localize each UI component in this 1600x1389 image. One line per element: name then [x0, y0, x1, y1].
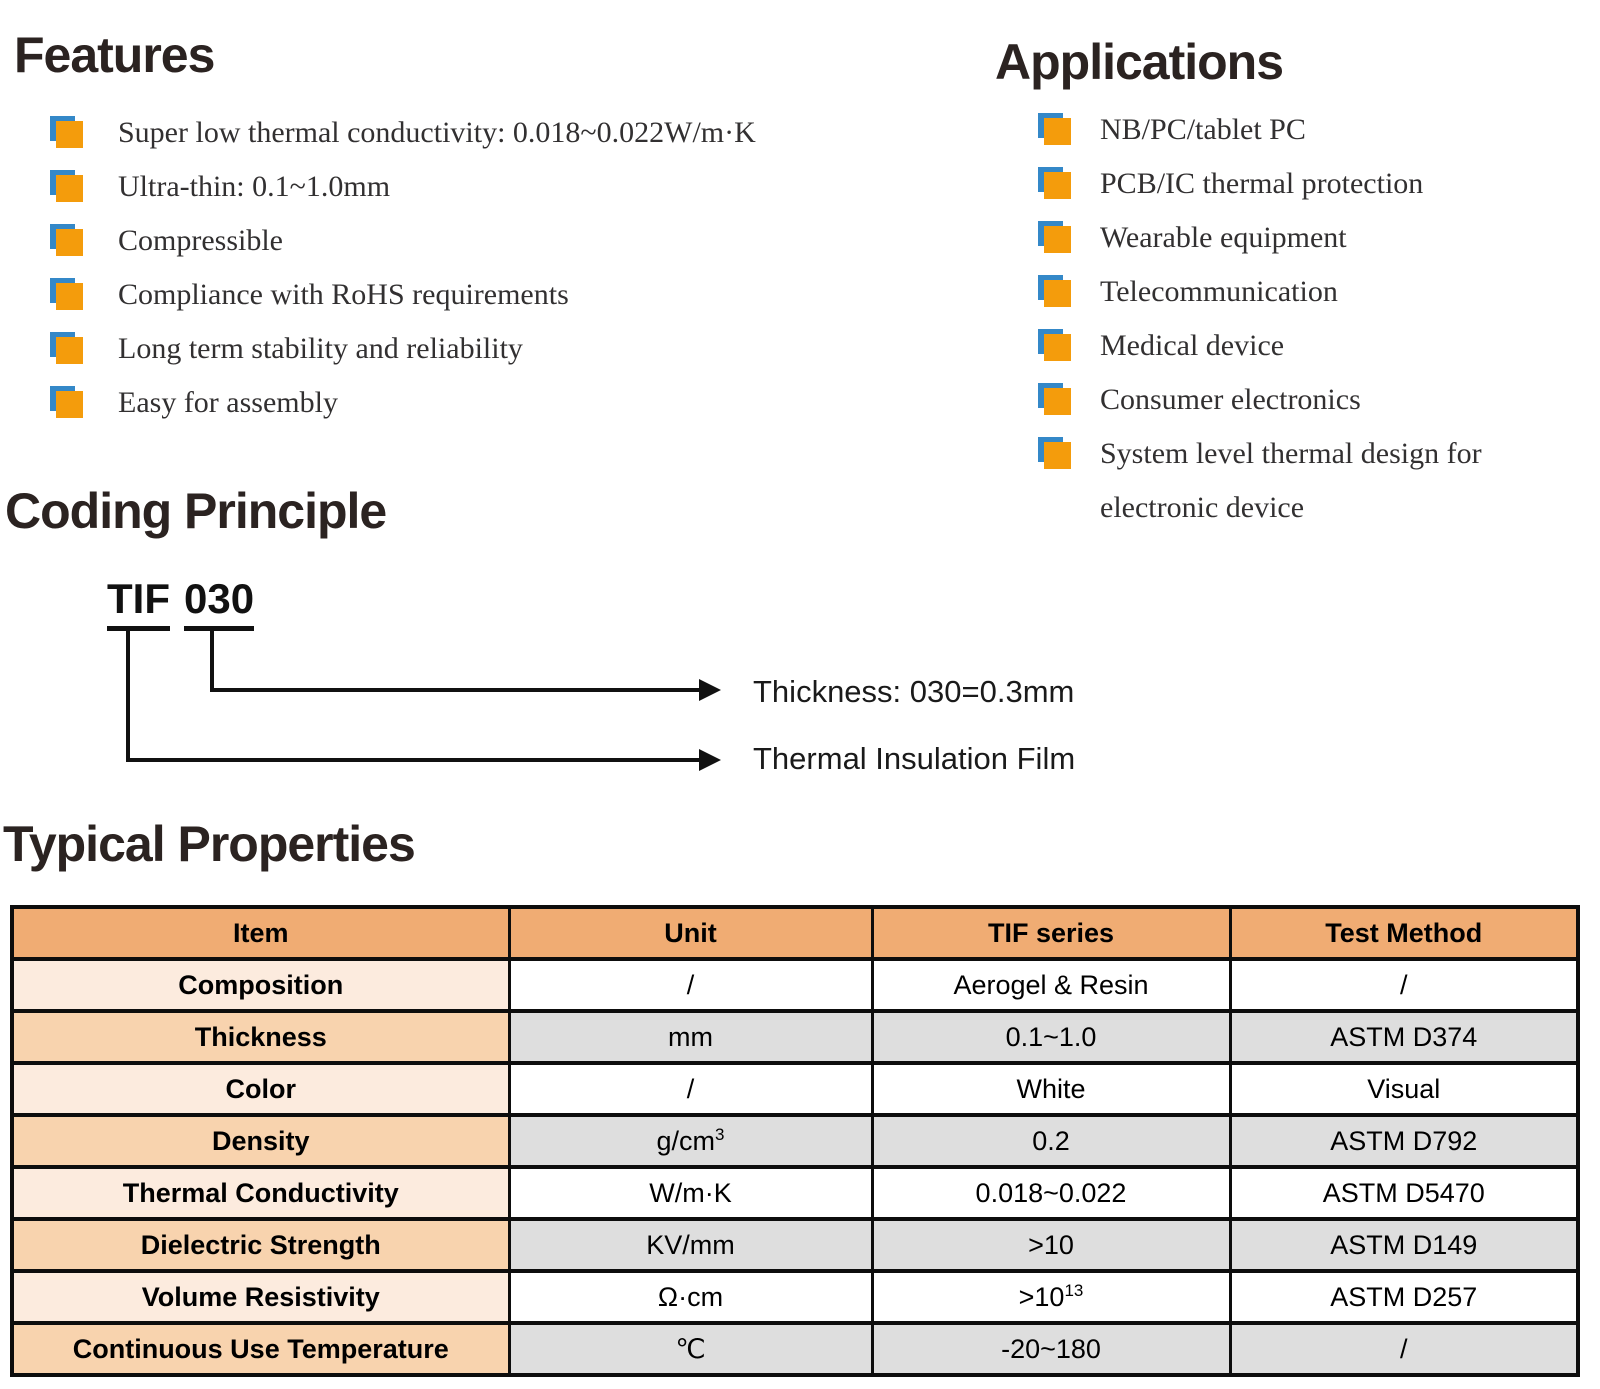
cell-item: Thermal Conductivity [12, 1167, 509, 1219]
cell-unit: KV/mm [509, 1219, 872, 1271]
application-text: Telecommunication [1100, 275, 1338, 308]
feature-text: Compliance with RoHS requirements [118, 278, 569, 311]
table-row [12, 1011, 1578, 1063]
bullet-icon [1038, 167, 1071, 200]
product-code [107, 575, 254, 631]
bullet-icon [1038, 113, 1071, 146]
cell-unit: mm [509, 1011, 872, 1063]
typical-properties-title: Typical Properties [3, 816, 415, 872]
cell-tif-series: -20~180 [872, 1323, 1230, 1375]
list-item [50, 376, 870, 430]
application-text: Consumer electronics [1100, 383, 1361, 416]
cell-tif-series: White [872, 1063, 1230, 1115]
cell-unit: / [509, 959, 872, 1011]
features-title: Features [14, 27, 215, 83]
col-header-test-method: Test Method [1230, 907, 1578, 959]
cell-test-method: Visual [1230, 1063, 1578, 1115]
cell-test-method: ASTM D5470 [1230, 1167, 1578, 1219]
col-header-item: Item [12, 907, 509, 959]
application-text: Wearable equipment [1100, 221, 1347, 254]
properties-table-wrap [10, 905, 1580, 1377]
cell-unit: ℃ [509, 1323, 872, 1375]
code-suffix: 030 [184, 575, 254, 631]
bullet-icon [1038, 221, 1071, 254]
arrow-right-icon [699, 749, 721, 771]
applications-list [1038, 103, 1518, 535]
list-item [1038, 211, 1518, 265]
feature-text: Super low thermal conductivity: 0.018~0.022W/m·K [118, 116, 756, 149]
list-item [50, 106, 870, 160]
bullet-icon [1038, 437, 1071, 470]
table-row [12, 1167, 1578, 1219]
bullet-icon [50, 170, 83, 203]
film-label: Thermal Insulation Film [753, 741, 1076, 776]
diagram-line-vertical-suffix [210, 627, 214, 692]
cell-test-method: ASTM D792 [1230, 1115, 1578, 1167]
list-item [50, 214, 870, 268]
table-row [12, 1063, 1578, 1115]
cell-tif-series: $>10^{13}$ [872, 1271, 1230, 1323]
cell-tif-series: >10 [872, 1219, 1230, 1271]
feature-text: Long term stability and reliability [118, 332, 523, 365]
feature-text: Easy for assembly [118, 386, 338, 419]
col-header-tif-series: TIF series [872, 907, 1230, 959]
cell-item: Color [12, 1063, 509, 1115]
cell-item: Volume Resistivity [12, 1271, 509, 1323]
diagram-line-horizontal-thickness [210, 688, 702, 692]
properties-table [10, 905, 1580, 1377]
application-text: NB/PC/tablet PC [1100, 113, 1306, 146]
code-prefix: TIF [107, 575, 170, 631]
bullet-icon [50, 332, 83, 365]
table-row [12, 1219, 1578, 1271]
features-list [50, 106, 870, 430]
bullet-icon [50, 224, 83, 257]
list-item [1038, 373, 1518, 427]
list-item [1038, 265, 1518, 319]
cell-item: Dielectric Strength [12, 1219, 509, 1271]
cell-tif-series: 0.1~1.0 [872, 1011, 1230, 1063]
bullet-icon [50, 278, 83, 311]
table-row [12, 1323, 1578, 1375]
cell-unit: W/m·K [509, 1167, 872, 1219]
list-item [1038, 103, 1518, 157]
feature-text: Compressible [118, 224, 283, 257]
applications-title: Applications [995, 34, 1284, 90]
cell-tif-series: 0.2 [872, 1115, 1230, 1167]
list-item [1038, 157, 1518, 211]
list-item [50, 268, 870, 322]
col-header-unit: Unit [509, 907, 872, 959]
cell-item: Composition [12, 959, 509, 1011]
cell-tif-series: 0.018~0.022 [872, 1167, 1230, 1219]
arrow-right-icon [699, 679, 721, 701]
application-text: System level thermal design for electronic device [1100, 437, 1482, 524]
list-item [1038, 319, 1518, 373]
cell-unit: $g/cm^3$ [509, 1115, 872, 1167]
bullet-icon [50, 116, 83, 149]
cell-item: Continuous Use Temperature [12, 1323, 509, 1375]
table-header-row [12, 907, 1578, 959]
feature-text: Ultra-thin: 0.1~1.0mm [118, 170, 391, 203]
cell-test-method: / [1230, 1323, 1578, 1375]
bullet-icon [1038, 275, 1071, 308]
diagram-line-horizontal-film [126, 758, 702, 762]
bullet-icon [50, 386, 83, 419]
cell-item: Thickness [12, 1011, 509, 1063]
bullet-icon [1038, 383, 1071, 416]
cell-unit: Ω·cm [509, 1271, 872, 1323]
application-text: Medical device [1100, 329, 1285, 362]
list-item [1038, 427, 1518, 535]
list-item [50, 160, 870, 214]
list-item [50, 322, 870, 376]
table-row [12, 1115, 1578, 1167]
cell-unit: / [509, 1063, 872, 1115]
cell-test-method: ASTM D257 [1230, 1271, 1578, 1323]
cell-test-method: / [1230, 959, 1578, 1011]
bullet-icon [1038, 329, 1071, 362]
thickness-label: Thickness: 030=0.3mm [753, 674, 1075, 709]
cell-tif-series: Aerogel & Resin [872, 959, 1230, 1011]
cell-test-method: ASTM D374 [1230, 1011, 1578, 1063]
diagram-line-vertical-prefix [126, 627, 130, 762]
coding-principle-title: Coding Principle [5, 483, 387, 539]
table-row [12, 1271, 1578, 1323]
cell-test-method: ASTM D149 [1230, 1219, 1578, 1271]
table-row [12, 959, 1578, 1011]
application-text: PCB/IC thermal protection [1100, 167, 1424, 200]
cell-item: Density [12, 1115, 509, 1167]
